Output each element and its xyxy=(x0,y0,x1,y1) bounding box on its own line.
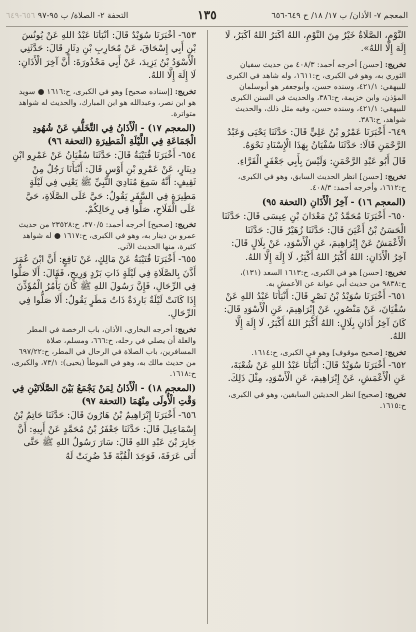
takhrij-label: تخريج: xyxy=(384,389,406,399)
hadith-paragraph: ٦٥١- أَخْبَرَنَا سُوَيْدُ بْنُ نَصْرٍ قَالَ: أَنْبَأَنَا عَبْدُ اللهِ عَنْ سُفْيَانَ، عَنْ مَنْصُورٍ، عَنْ إِبْرَاهِيمَ، عَنِ الْأَسْوَدِ قَالَ: كَانَ آخِرُ أَذَانِ بِلَالٍ: اللهُ أَكْبَرُ اللهُ أَكْبَرُ، لَا إِلَهَ إِلَّا اللهُ. xyxy=(223,292,406,343)
takhrij-text: [حسن] هو في الكبرى، ح:١٦١٣ السعد (١٣١)، ح:٩٨٣٨ من حديث أبي عوانة عن الأعمش به. xyxy=(240,268,406,289)
hadith-paragraph: ٦٥٠- أَخْبَرَنَا مُحَمَّدُ بْنُ مَعْدَانَ بْنِ عِيسَى قَالَ: حَدَّثَنَا الْحَسَنُ بْنُ أَعْيَنَ قَالَ: حَدَّثَنَا زُهَيْرٌ قَالَ: حَدَّثَنَا الْأَعْمَشُ عَنْ إِبْرَاهِيمَ، عَنِ الْأَسْوَدِ، عَنْ بِلَالٍ قَالَ: آخِرُ الْأَذَانِ: اللهُ أَكْبَرُ اللهُ أَكْبَرُ، لَا إِلَهَ إِلَّا اللهُ. xyxy=(221,212,406,263)
column-divider xyxy=(207,30,208,624)
takhrij-label: تخريج: xyxy=(384,172,406,182)
takhrij-label: تخريج: xyxy=(174,86,196,96)
text-paragraph: النَّوْمِ، الصَّلَاةُ خَيْرٌ مِنَ النَّوْمِ، اللهُ أَكْبَرُ اللهُ أَكْبَرُ، لَا إِلَهَ إِلَّا اللهُ». xyxy=(225,31,406,55)
section-heading: (المعجم ١٦) - آخِرُ الْأَذَانِ (التحفة ٩٥) xyxy=(262,197,406,209)
hadith-paragraph: ٦٥٢- أَخْبَرَنَا سُوَيْدٌ قَالَ: أَنْبَأَنَا عَبْدُ اللهِ عَنْ شُعْبَةَ، عَنِ الْأَعْمَشِ، عَنْ إِبْرَاهِيمَ، عَنِ الْأَسْوَدِ، مِثْلَ ذَلِكَ. xyxy=(227,360,406,385)
takhrij-label: تخريج: xyxy=(174,324,196,334)
takhrij-note xyxy=(10,86,196,119)
takhrij-note xyxy=(220,389,406,411)
right-column xyxy=(220,30,406,624)
hadith-paragraph: ٦٥٦- أَخْبَرَنَا إِبْرَاهِيمُ بْنُ هَارُونَ قَالَ: حَدَّثَنَا حَاتِمُ بْنُ إِسْمَاعِيلَ قَالَ: حَدَّثَنَا جَعْفَرُ بْنُ مُحَمَّدٍ عَنْ أَبِيهِ: أَنَّ جَابِرَ بْنَ عَبْدِ اللهِ قَالَ: سَارَ رَسُولُ اللهِ ﷺ حَتَّى أَتَى عَرَفَةَ، فَوَجَدَ الْقُبَّةَ قَدْ ضُرِبَتْ لَهُ xyxy=(13,411,196,462)
takhrij-text: [صحيح موقوف] وهو في الكبرى، ح:١٦١٤. xyxy=(251,347,383,357)
takhrij-label: تخريج: xyxy=(384,268,406,278)
takhrij-note xyxy=(220,59,406,125)
hadith-paragraph: ٦٥٤- أَخْبَرَنَا قُتَيْبَةُ قَالَ: حَدَّثَنَا سُفْيَانُ عَنْ عَمْرِو ابْنِ دِينَارٍ، عَنْ عَمْرِو بْنِ أَوْسٍ قَالَ: أَنْبَأَنَا رَجُلٌ مِنْ ثَقِيفٍ: أَنَّهُ سَمِعَ مُنَادِيَ النَّبِيِّ ﷺ يَعْنِي فِي لَيْلَةٍ مَطِيرَةٍ فِي السَّفَرِ يَقُولُ: حَيَّ عَلَى الصَّلَاةِ، حَيَّ عَلَى الْفَلَاحِ، صَلُّوا فِي رِحَالِكُمْ. xyxy=(12,151,196,216)
hadith-paragraph: ٦٥٣- أَخْبَرَنَا سُوَيْدٌ قَالَ: أَنْبَأَنَا عَبْدُ اللهِ عَنْ يُونُسَ بْنِ أَبِي إِسْحَاقَ، عَنْ مُحَارِبِ بْنِ دِثَارٍ قَالَ: حَدَّثَنِي الْأَسْوَدُ بْنُ يَزِيدَ، عَنْ أَبِي مَحْذُورَةَ: أَنَّ آخِرَ الْأَذَانِ: لَا إِلَهَ إِلَّا اللهُ. xyxy=(18,31,196,82)
text-paragraph: قَالَ أَبُو عَبْدِ الرَّحْمَنِ: وَلَيْسَ بِأَبِي جَعْفَرٍ الْفَرَّاءِ. xyxy=(237,156,406,167)
takhrij-note xyxy=(220,171,406,193)
takhrij-text: [صحيح] أخرجه أحمد: ٣٧٠/٥، ح:٢٣٥٢٨ من حديث عمرو بن دينار به، وهو في الكبرى، ح:١٦١٧ ● له شواهد كثيرة، منها الحديث الآتي. xyxy=(18,220,196,252)
header-faint-range: ٦٥٦-٦٤٩ xyxy=(6,10,36,20)
takhrij-text: [صحيح] انظر الحديثين السابقين، وهو في الكبرى، ح:١٦١٥. xyxy=(228,389,406,410)
takhrij-label: تخريج: xyxy=(384,347,406,357)
left-column xyxy=(10,30,196,624)
takhrij-text: [إسناده صحيح] وهو في الكبرى، ح:١٦١٦ ● سويد هو ابن نصر، وعبدالله هو ابن المبارك، والحديث له شواهد متواترة. xyxy=(18,86,196,118)
hadith-paragraph: ٦٥٥- أَخْبَرَنَا قُتَيْبَةُ عَنْ مَالِكٍ، عَنْ نَافِعٍ: أَنَّ ابْنَ عُمَرَ أَذَّنَ بِالصَّلَاةِ فِي لَيْلَةٍ ذَاتِ بَرْدٍ وَرِيحٍ، فَقَالَ: أَلَا صَلُّوا فِي الرِّحَالِ، فَإِنَّ رَسُولَ اللهِ ﷺ كَانَ يَأْمُرُ الْمُؤَذِّنَ إِذَا كَانَتْ لَيْلَةٌ بَارِدَةٌ ذَاتُ مَطَرٍ يَقُولُ: أَلَا صَلُّوا فِي الرِّحَالِ. xyxy=(11,255,196,320)
section-heading: (المعجم ١٧) - الْأَذَانُ فِي التَّخَلُّفِ عَنْ شُهُودِ الْجَمَاعَةِ فِي اللَّيْلَةِ الْمَطِيرَةِ (التحفة ٩٦) xyxy=(32,122,196,148)
header-tuhfa-ref-text: التحفة ٢- الصلاة/ ب ٩٥-٩٧ xyxy=(37,10,129,20)
header-chapter-ref: المعجم ٧- الأذان/ ب ١٧/ ١٨/ ح ٦٤٩-٦٥٦ xyxy=(271,10,408,20)
takhrij-note xyxy=(220,347,406,358)
page-number: ١٣٥ xyxy=(197,8,217,22)
takhrij-note xyxy=(10,324,196,379)
takhrij-text: [حسن] أخرجه أحمد: ٤٠٨/٣ من حديث سفيان الثوري به، وهو في الكبرى، ح:١٦١١، وله شاهد في الكبرى للبيهقي: ٤٢١/١، وسنده حسن، وأبوجعفر هو أبوسلمان المؤذن، وابن خزيمة، ح:٣٨٦، والحديث في السنن الكبرى للبيهقي: ٤٢١/١، وسنده حسن، وفيه مثل ذلك، والحديث شواهد، ح:٣٨٦. xyxy=(226,59,406,124)
page-header xyxy=(6,4,408,27)
hadith-paragraph: ٦٤٩- أَخْبَرَنَا عَمْرُو بْنُ عَلِيٍّ قَالَ: حَدَّثَنَا يَحْيَى وَعَبْدُ الرَّحْمَنِ قَالَا: حَدَّثَنَا سُفْيَانُ بِهَذَا الْإِسْنَادِ نَحْوَهُ. xyxy=(227,127,406,152)
takhrij-text: [حسن] انظر الحديث السابق، وهو في الكبرى، ح:١٦١٢، وأخرجه أحمد: ٤٠٨/٣. xyxy=(237,172,406,193)
takhrij-note xyxy=(220,267,406,289)
takhrij-text: أخرجه البخاري، الأذان، باب الرخصة في المطر والعلة أن يصلي في رحله، ح:٦٦٦، ومسلم، صلاة المسافرين، باب الصلاة في الرحال في المطر، ح:٦٩٧/٢٢ من حديث مالك به، وهو في الموطأ (يحيى): ٧٣/١، والكبرى، ح:١٦١٨. xyxy=(11,324,196,378)
header-tuhfa-ref xyxy=(6,10,172,20)
takhrij-label: تخريج: xyxy=(384,59,406,69)
takhrij-label: تخريج: xyxy=(174,220,196,230)
takhrij-note xyxy=(10,219,196,252)
section-heading: (المعجم ١٨) - الْأَذَانُ لِمَنْ يَجْمَعُ بَيْنَ الصَّلَاتَيْنِ فِي وَقْتِ الْأُولَى مِنْهُمَا (التحفة ٩٧) xyxy=(12,382,196,407)
